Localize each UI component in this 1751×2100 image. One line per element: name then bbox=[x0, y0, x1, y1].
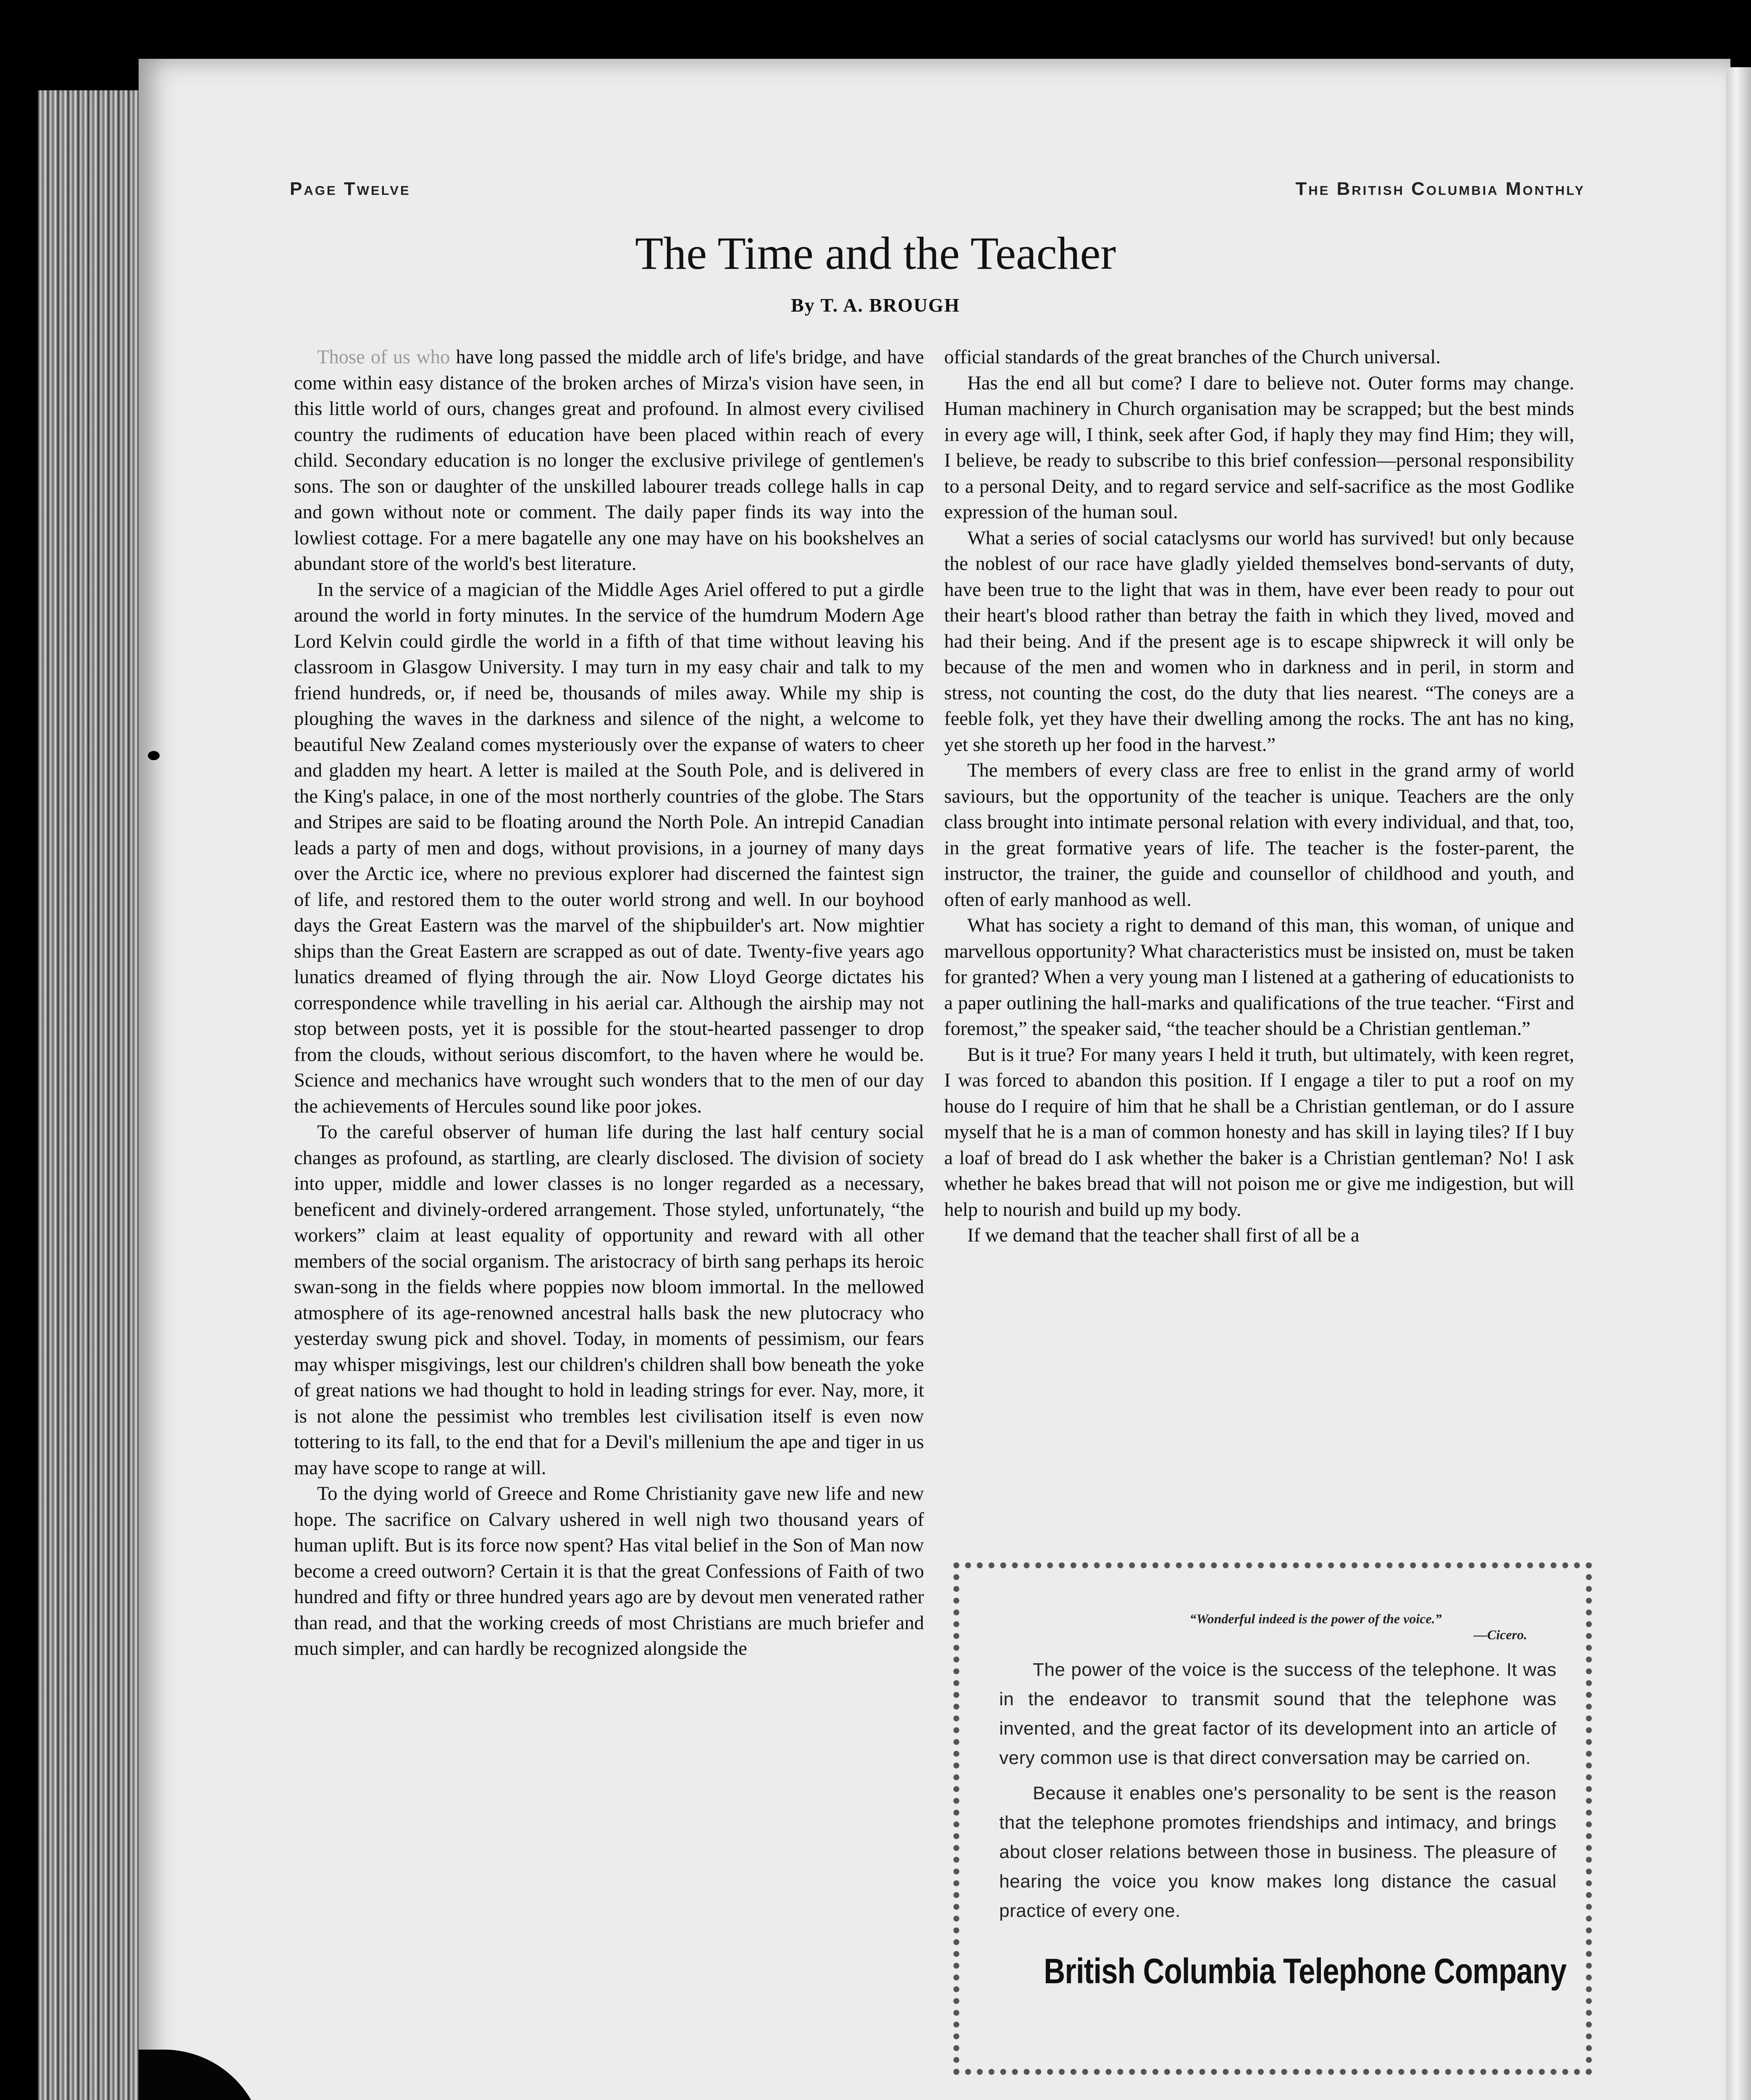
paragraph: To the dying world of Greece and Rome Christianity gave new life and new hope. The sacrifice on Calvary ushered in well nigh two thousand years of human uplift. But is its force now spent? Has vital belief in the Son of Man now become a creed outworn? Certain it is that the great Confessions of Faith of two hundred and fifty or three hundred years ago are by devout men venerated rather than read, and that the working creeds of most Christians are much briefer and much simpler, and can hardly be recognized alongside the bbox=[294, 1483, 924, 1659]
paragraph: To the careful observer of human life during the last half century social changes as profound, as startling, are clearly disclosed. The division of society into upper, middle and lower classes is no longer regarded as a necessary, beneficent and divinely-ordered arrangement. Those styled, unfortunately, “the workers” claim at least equality of opportunity and reward with all other members of the social organism. The aristocracy of birth sang perhaps its heroic swan-song in the fields where poppies now bloom immortal. In the mellowed atmosphere of its age-renowned ancestral halls bask the new plutocracy who yesterday swung pick and shovel. Today, in moments of pessimism, our fears may whisper misgivings, lest our children's children shall bow beneath the yoke of great nations we had thought to hold in leading strings for ever. Nay, more, it is not alone the pessimist who trembles lest civilisation itself is even now tottering to its fall, to the end that for a Devil's millenium the ape and tiger in us may have scope to range at will. bbox=[294, 1121, 924, 1479]
article-title: The Time and the Teacher bbox=[635, 228, 1116, 279]
running-head-page: Page Twelve bbox=[290, 178, 411, 199]
page-right-edge bbox=[1726, 67, 1751, 2100]
paragraph-continued: official standards of the great branches of the Church universal. bbox=[944, 346, 1441, 368]
left-column bbox=[294, 344, 924, 2075]
faded-text: Those of us who bbox=[317, 346, 456, 368]
paragraph-text: have long passed the middle arch of life's bridge, and have come within easy distance of the broken arches of Mirza's vision have seen, in this little world of ours, changes great and profound. In almost every civilised country the rudiments of education have been placed within reach of every child. Secondary education is no longer the exclusive privilege of gentlemen's sons. The son or daughter of the unskilled labourer treads college halls in cap and gown without note or comment. The daily paper finds its way into the lowliest cottage. For a mere bagatelle any one may have on his bookshelves an abundant store of the world's best literature. bbox=[294, 346, 924, 575]
paragraph: Has the end all but come? I dare to believe not. Outer forms may change. Human machinery in Church organisation may be scrapped; but the best minds in every age will, I think, seek after God, if haply they may find Him; they will, I believe, be ready to subscribe to this brief confession—personal responsibility to a personal Deity, and to regard service and self-sacrifice as the most Godlike expression of the human soul. bbox=[944, 372, 1574, 523]
ad-quote-author: —Cicero. bbox=[1473, 1627, 1527, 1642]
paragraph: What has society a right to demand of this man, this woman, of unique and marvellous opportunity? What characteristics must be insisted on, must be taken for granted? When a very young man I listened at a gathering of educationists to a paper outlining the hall-marks and qualifications of the true teacher. “First and foremost,” the speaker said, “the teacher should be a Christian gentleman.” bbox=[944, 915, 1574, 1040]
telephone-advertisement bbox=[953, 1562, 1592, 2075]
paragraph bbox=[294, 344, 924, 577]
ad-company-name: British Columbia Telephone Company bbox=[1044, 1951, 1567, 1991]
margin-ink-mark bbox=[148, 751, 160, 760]
paragraph: If we demand that the teacher shall first of all be a bbox=[967, 1225, 1360, 1246]
paragraph: But is it true? For many years I held it truth, but ultimately, with keen regret, I was forced to abandon this position. If I engage a tiler to put a roof on my house do I require of him that he shall be a Christian gentleman, or do I assure myself that he is a man of common honesty and has skill in laying tiles? If I buy a loaf of bread do I ask whether the baker is a Christian gentleman? No! I ask whether he bakes bread that will not poison me or give me indigestion, but will help to nourish and build up my body. bbox=[944, 1044, 1574, 1221]
paragraph: The members of every class are free to enlist in the grand army of world saviours, but the opportunity of the teacher is unique. Teachers are the only class brought into intimate personal relation with every individual, and that, too, in the great formative years of life. The teacher is the foster-parent, the instructor, the trainer, the guide and counsellor of childhood and youth, and often of early manhood as well. bbox=[944, 760, 1574, 911]
ad-paragraph: Because it enables one's personality to be sent is the reason that the telephone promotes friendships and intimacy, and brings about closer relations between those in business. The pleasure of hearing the voice you know makes long distance the casual practice of every one. bbox=[999, 1783, 1557, 1921]
paragraph: In the service of a magician of the Middle Ages Ariel offered to put a girdle around the world in forty minutes. In the service of the humdrum Modern Age Lord Kelvin could girdle the world in a fifth of that time without leaving his classroom in Glasgow University. I may turn in my easy chair and talk to my friend hundreds, or, if need be, thousands of miles away. While my ship is ploughing the waves in the darkness and silence of the night, a welcome to beautiful New Zealand comes mysteriously over the expanse of waters to cheer and gladden my heart. A letter is mailed at the South Pole, and is delivered in the King's palace, in one of the most northerly countries of the globe. The Stars and Stripes are said to be floating around the North Pole. An intrepid Canadian leads a party of men and dogs, without provisions, in a journey of many days over the Arctic ice, where no previous explorer had discerned the faintest sign of life, and restored them to the outer world strong and well. In our boyhood days the Great Eastern was the marvel of the shipbuilder's art. Now mightier ships than the Great Eastern are scrapped as out of date. Twenty-five years ago lunatics dreamed of flying through the air. Now Lloyd George dictates his correspondence while travelling in his aerial car. Although the airship may not stop between posts, yet it is possible for the stout-hearted passenger to drop from the clouds, without serious discomfort, to the haven where he would be. Science and mechanics have wrought such wonders that to the men of our day the achievements of Hercules sound like poor jokes. bbox=[294, 579, 924, 1117]
ad-quote: “Wonderful indeed is the power of the voice.” bbox=[1189, 1611, 1442, 1626]
ad-paragraph: The power of the voice is the success of the telephone. It was in the endeavor to transmit sound that the telephone was invented, and the great factor of its development into an article of very common use is that direct conversation may be carried on. bbox=[999, 1659, 1557, 1768]
right-column bbox=[944, 344, 1574, 1541]
running-head-journal: The British Columbia Monthly bbox=[1295, 178, 1585, 199]
paragraph: What a series of social cataclysms our world has survived! but only because the noblest of our race have gladly yielded themselves bond-servants of duty, have been true to the light that was in them, have ever been ready to pour out their heart's blood rather than betray the faith in which they lived, moved and had their being. And if the present age is to escape shipwreck it will only be because of the men and women who in darkness and in peril, in storm and stress, not counting the cost, do the duty that lies nearest. “The coneys are a feeble folk, yet they have their dwelling among the rocks. The ant has no king, yet she storeth up her food in the harvest.” bbox=[944, 527, 1574, 756]
article-byline: By T. A. BROUGH bbox=[791, 294, 960, 316]
